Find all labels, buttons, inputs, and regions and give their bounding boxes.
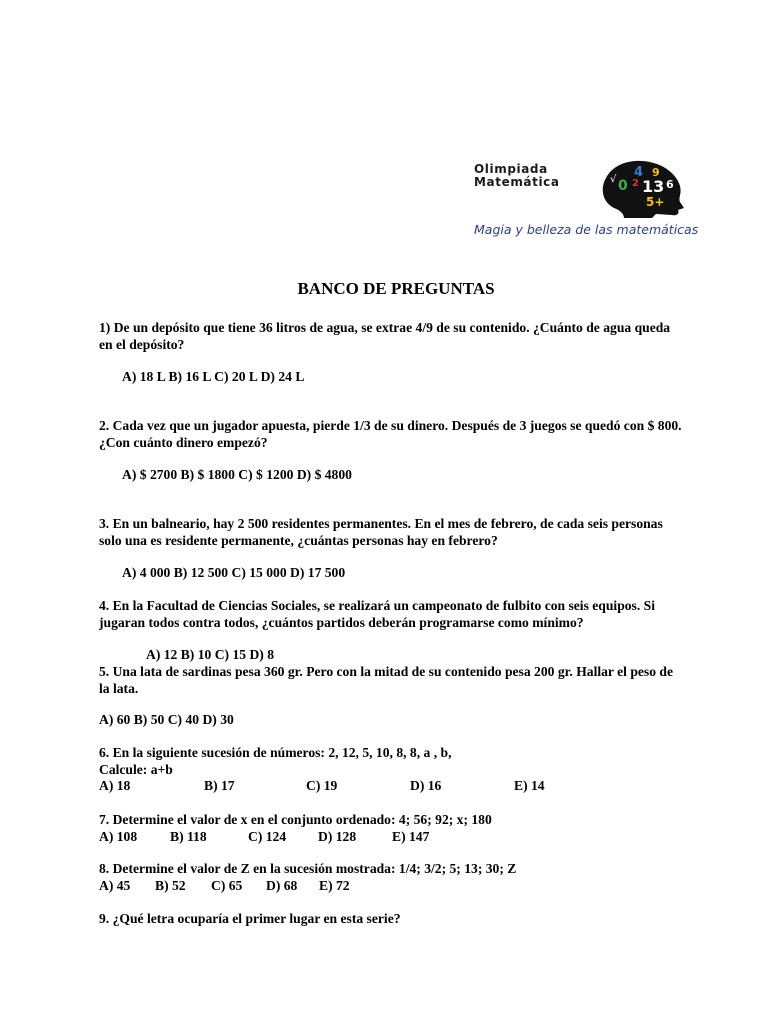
brand-line-1: Olimpiada (474, 162, 548, 176)
question-6-option-b: B) 17 (204, 778, 235, 793)
question-1-line-2: en el depósito? (99, 337, 185, 352)
question-7-option-b: B) 118 (170, 829, 207, 844)
head-number-2: 9 (652, 166, 660, 179)
question-6-option-a: A) 18 (99, 778, 131, 793)
question-4-line-1: 4. En la Facultad de Ciencias Sociales, se realizará un campeonato de fulbito con seis equipos. Si (99, 598, 655, 613)
question-3-line-1: 3. En un balneario, hay 2 500 residentes permanentes. En el mes de febrero, de cada seis personas (99, 516, 663, 531)
question-2-options: A) $ 2700 B) $ 1800 C) $ 1200 D) $ 4800 (122, 467, 352, 482)
logo-tagline: Magia y belleza de las matemáticas (474, 222, 699, 237)
question-8-option-d: D) 68 (266, 878, 298, 893)
question-6-option-d: D) 16 (410, 778, 442, 793)
head-number-3: 0 (618, 178, 628, 194)
question-3-options: A) 4 000 B) 12 500 C) 15 000 D) 17 500 (122, 565, 346, 580)
question-6-option-c: C) 19 (306, 778, 338, 793)
question-6-option-e: E) 14 (514, 778, 545, 793)
question-1 (99, 319, 699, 353)
question-8-line-1: 8. Determine el valor de Z en la sucesión mostrada: 1/4; 3/2; 5; 13; 30; Z (99, 861, 517, 876)
question-7-option-e: E) 147 (392, 829, 430, 844)
page-title: BANCO DE PREGUNTAS (297, 279, 495, 298)
question-4-line-2: jugaran todos contra todos, ¿cuántos partidos deberán programarse como mínimo? (99, 615, 584, 630)
question-7-line-1: 7. Determine el valor de x en el conjunto ordenado: 4; 56; 92; x; 180 (99, 812, 492, 827)
question-1-options: A) 18 L B) 16 L C) 20 L D) 24 L (122, 369, 305, 384)
head-silhouette-icon (596, 158, 688, 218)
head-number-5: 13 (642, 177, 665, 196)
question-5-line-1: 5. Una lata de sardinas pesa 360 gr. Pero con la mitad de su contenido pesa 200 gr. Hallar el peso de (99, 664, 673, 679)
head-number-6: 6 (666, 178, 674, 191)
question-5-line-2: la lata. (99, 681, 139, 696)
question-8-option-a: A) 45 (99, 878, 131, 893)
question-3-line-2: solo una es residente permanente, ¿cuántas personas hay en febrero? (99, 533, 498, 548)
question-2-line-1: 2. Cada vez que un jugador apuesta, pierde 1/3 de su dinero. Después de 3 juegos se quedó con $ 800. (99, 418, 682, 433)
question-7-option-a: A) 108 (99, 829, 138, 844)
sqrt-symbol-icon: √ (610, 174, 617, 185)
question-5 (99, 663, 699, 697)
question-6-line-1: 6. En la siguiente sucesión de números: 2, 12, 5, 10, 8, 8, a , b, (99, 745, 452, 760)
question-6-line-2: Calcule: a+b (99, 762, 173, 777)
question-8-option-c: C) 65 (211, 878, 243, 893)
question-4-options: A) 12 B) 10 C) 15 D) 8 (146, 647, 274, 662)
question-4 (99, 597, 699, 631)
question-8-option-e: E) 72 (319, 878, 350, 893)
question-8-option-b: B) 52 (155, 878, 186, 893)
head-number-4: 2 (632, 178, 639, 189)
head-number-7: 5+ (646, 195, 665, 209)
question-2 (99, 417, 699, 451)
brand-line-2: Matemática (474, 175, 560, 189)
head-number-1: 4 (634, 165, 644, 180)
question-3 (99, 515, 699, 549)
question-2-line-2: ¿Con cuánto dinero empezó? (99, 435, 268, 450)
question-5-options: A) 60 B) 50 C) 40 D) 30 (99, 712, 234, 727)
question-1-line-1: 1) De un depósito que tiene 36 litros de agua, se extrae 4/9 de su contenido. ¿Cuánto de agua queda (99, 320, 671, 335)
olimpiada-logo (470, 158, 700, 244)
question-9-line-1: 9. ¿Qué letra ocuparía el primer lugar en esta serie? (99, 911, 401, 926)
logo-brand (474, 163, 560, 189)
question-7-option-d: D) 128 (318, 829, 357, 844)
question-7-option-c: C) 124 (248, 829, 287, 844)
